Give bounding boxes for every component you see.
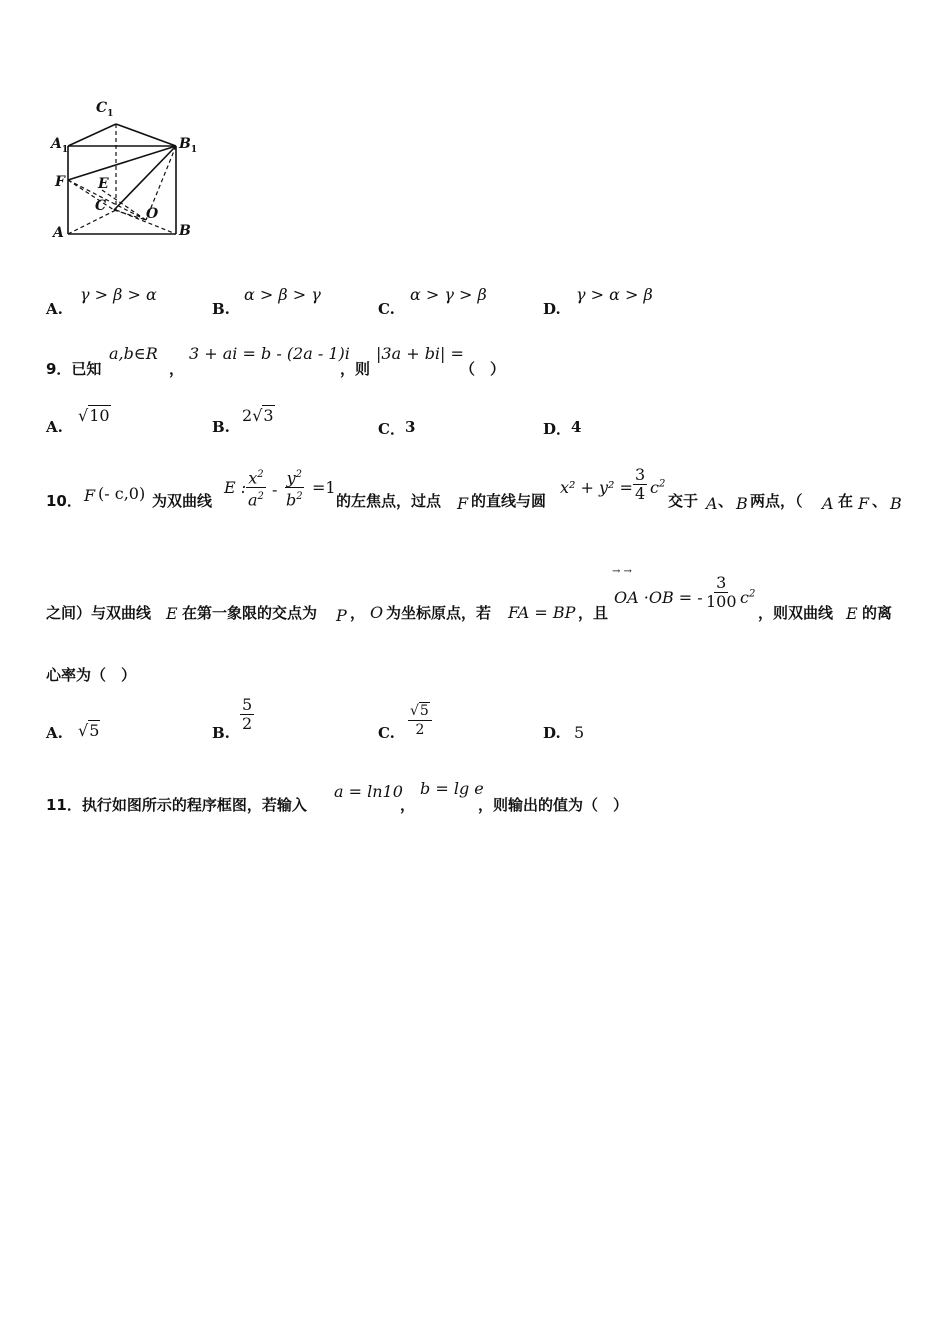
q10-text-6: 在 — [838, 492, 854, 510]
q8-option-c-key: C. — [378, 300, 395, 318]
q8-option-d-key: D. — [543, 300, 561, 318]
q11-a: a = ln10 — [334, 782, 403, 801]
q11-sep: ， — [400, 796, 416, 814]
label-f: F — [55, 174, 65, 190]
q9-option-d-key: D． — [543, 420, 572, 438]
q9-then: ，则 — [340, 360, 371, 378]
q9-number: 9．已知 — [46, 360, 102, 378]
prism-figure — [48, 98, 208, 248]
q10-circle: x² + y² = — [560, 478, 633, 497]
q10-line2-e: E — [166, 604, 178, 623]
q11-number: 11．执行如图所示的程序框图，若输入 — [46, 796, 307, 814]
q10-line2-frac: $\frac{3}{100}$ — [706, 573, 737, 611]
q9-paren: （ ） — [460, 360, 506, 378]
q10-frac-x: $\frac{x^2}{a^2}$ — [246, 466, 266, 510]
q10-line2-text-2: 在第一象限的交点为 — [182, 604, 318, 622]
q9-option-c-value: 3 — [405, 418, 416, 436]
q10-minus: - — [272, 480, 278, 499]
q8-option-b-key: B. — [212, 300, 230, 318]
q10-line2-comma: ， — [350, 604, 366, 622]
q9-cond1: a,b∈R — [109, 344, 158, 363]
q9-option-a-key: A. — [46, 418, 63, 436]
q10-line2-arrows: → → — [612, 566, 632, 577]
q10-text-1: 为双曲线 — [152, 492, 213, 510]
q10-line2-p: P — [336, 606, 347, 625]
q10-fp: F — [457, 494, 469, 513]
label-e: E — [98, 176, 109, 192]
q10-number: 10． — [46, 492, 82, 510]
q10-option-a-key: A. — [46, 724, 63, 742]
q10-circle-frac: $\frac{3}{4}$ — [635, 465, 646, 503]
label-b: B — [179, 223, 191, 239]
q10-option-c-key: C. — [378, 724, 395, 742]
q10-c2: $c^2$ — [650, 478, 666, 497]
label-a1: $A_1$ — [51, 136, 69, 155]
q10-option-d-value: 5 — [574, 723, 585, 742]
q10-line2-c: $c^2$ — [740, 588, 756, 607]
q10-line2-text-6: 的离 — [862, 604, 893, 622]
q10-line2-dot: OA ·OB = - — [614, 588, 703, 607]
q8-option-b-expr: α > β > γ — [244, 285, 321, 304]
q10-b: B — [736, 494, 748, 513]
q10-line2-text-5: ，则双曲线 — [758, 604, 834, 622]
q8-option-c-expr: α > γ > β — [410, 285, 487, 304]
q9-option-b-key: B. — [212, 418, 230, 436]
q8-option-d-expr: γ > α > β — [576, 285, 653, 304]
label-c1: $C_1$ — [96, 100, 114, 119]
q10-option-b-value: $\frac{5}{2}$ — [242, 695, 253, 733]
q10-eq1: =1 — [312, 478, 336, 497]
q8-option-a-expr: γ > β > α — [80, 285, 157, 304]
q10-text-3: 的直线与圆 — [471, 492, 547, 510]
q10-line2-text-1: 之间）与双曲线 — [46, 604, 152, 622]
q11-tail: ，则输出的值为（ ） — [478, 796, 629, 814]
q10-frac-y: $\frac{y^2}{b^2}$ — [284, 466, 305, 510]
q9-ask: |3a + bi| = — [376, 344, 464, 363]
q10-f-coord: (- c,0) — [98, 484, 146, 503]
q10-line2-o: O — [370, 603, 384, 622]
q10-f2: F — [858, 494, 870, 513]
q10-option-c-value: $\frac{√5}{2}$ — [408, 702, 432, 739]
q9-option-b-value: 2√3 — [242, 406, 274, 425]
q10-option-b-key: B. — [212, 724, 230, 742]
q10-line3: 心率为（ ） — [46, 666, 137, 684]
q10-a2: A — [822, 494, 834, 513]
q10-b2: B — [890, 494, 902, 513]
q9-option-a-value: √10 — [78, 406, 110, 425]
q10-a: A — [706, 494, 718, 513]
q10-option-a-value: √5 — [78, 721, 100, 740]
q10-hyperbola-e: E : — [224, 478, 247, 497]
q10-f: F — [84, 486, 96, 505]
q10-line2-e2: E — [846, 604, 858, 623]
q10-option-d-key: D. — [543, 724, 561, 742]
q10-line2-text-4: ，且 — [578, 604, 609, 622]
q9-cond2: 3 + ai = b - (2a - 1)i — [189, 344, 350, 363]
label-c: C — [95, 198, 107, 214]
q10-text-5: 两点，（ — [750, 492, 803, 510]
q9-sep1: ， — [169, 360, 185, 378]
q9-option-c-key: C． — [378, 420, 405, 438]
q10-line2-eq: FA = BP — [508, 603, 576, 622]
q10-text-2: 的左焦点，过点 — [336, 492, 442, 510]
q11-b: b = lg e — [420, 779, 484, 798]
label-b1: $B_1$ — [179, 136, 198, 155]
q8-option-a-key: A. — [46, 300, 63, 318]
q10-dun2: 、 — [872, 492, 888, 510]
q10-line2-text-3: 为坐标原点，若 — [386, 604, 492, 622]
label-o: O — [146, 206, 159, 222]
q9-option-d-value: 4 — [571, 418, 582, 436]
label-a: A — [53, 225, 64, 241]
q10-dun: 、 — [718, 492, 734, 510]
q10-text-4: 交于 — [668, 492, 699, 510]
